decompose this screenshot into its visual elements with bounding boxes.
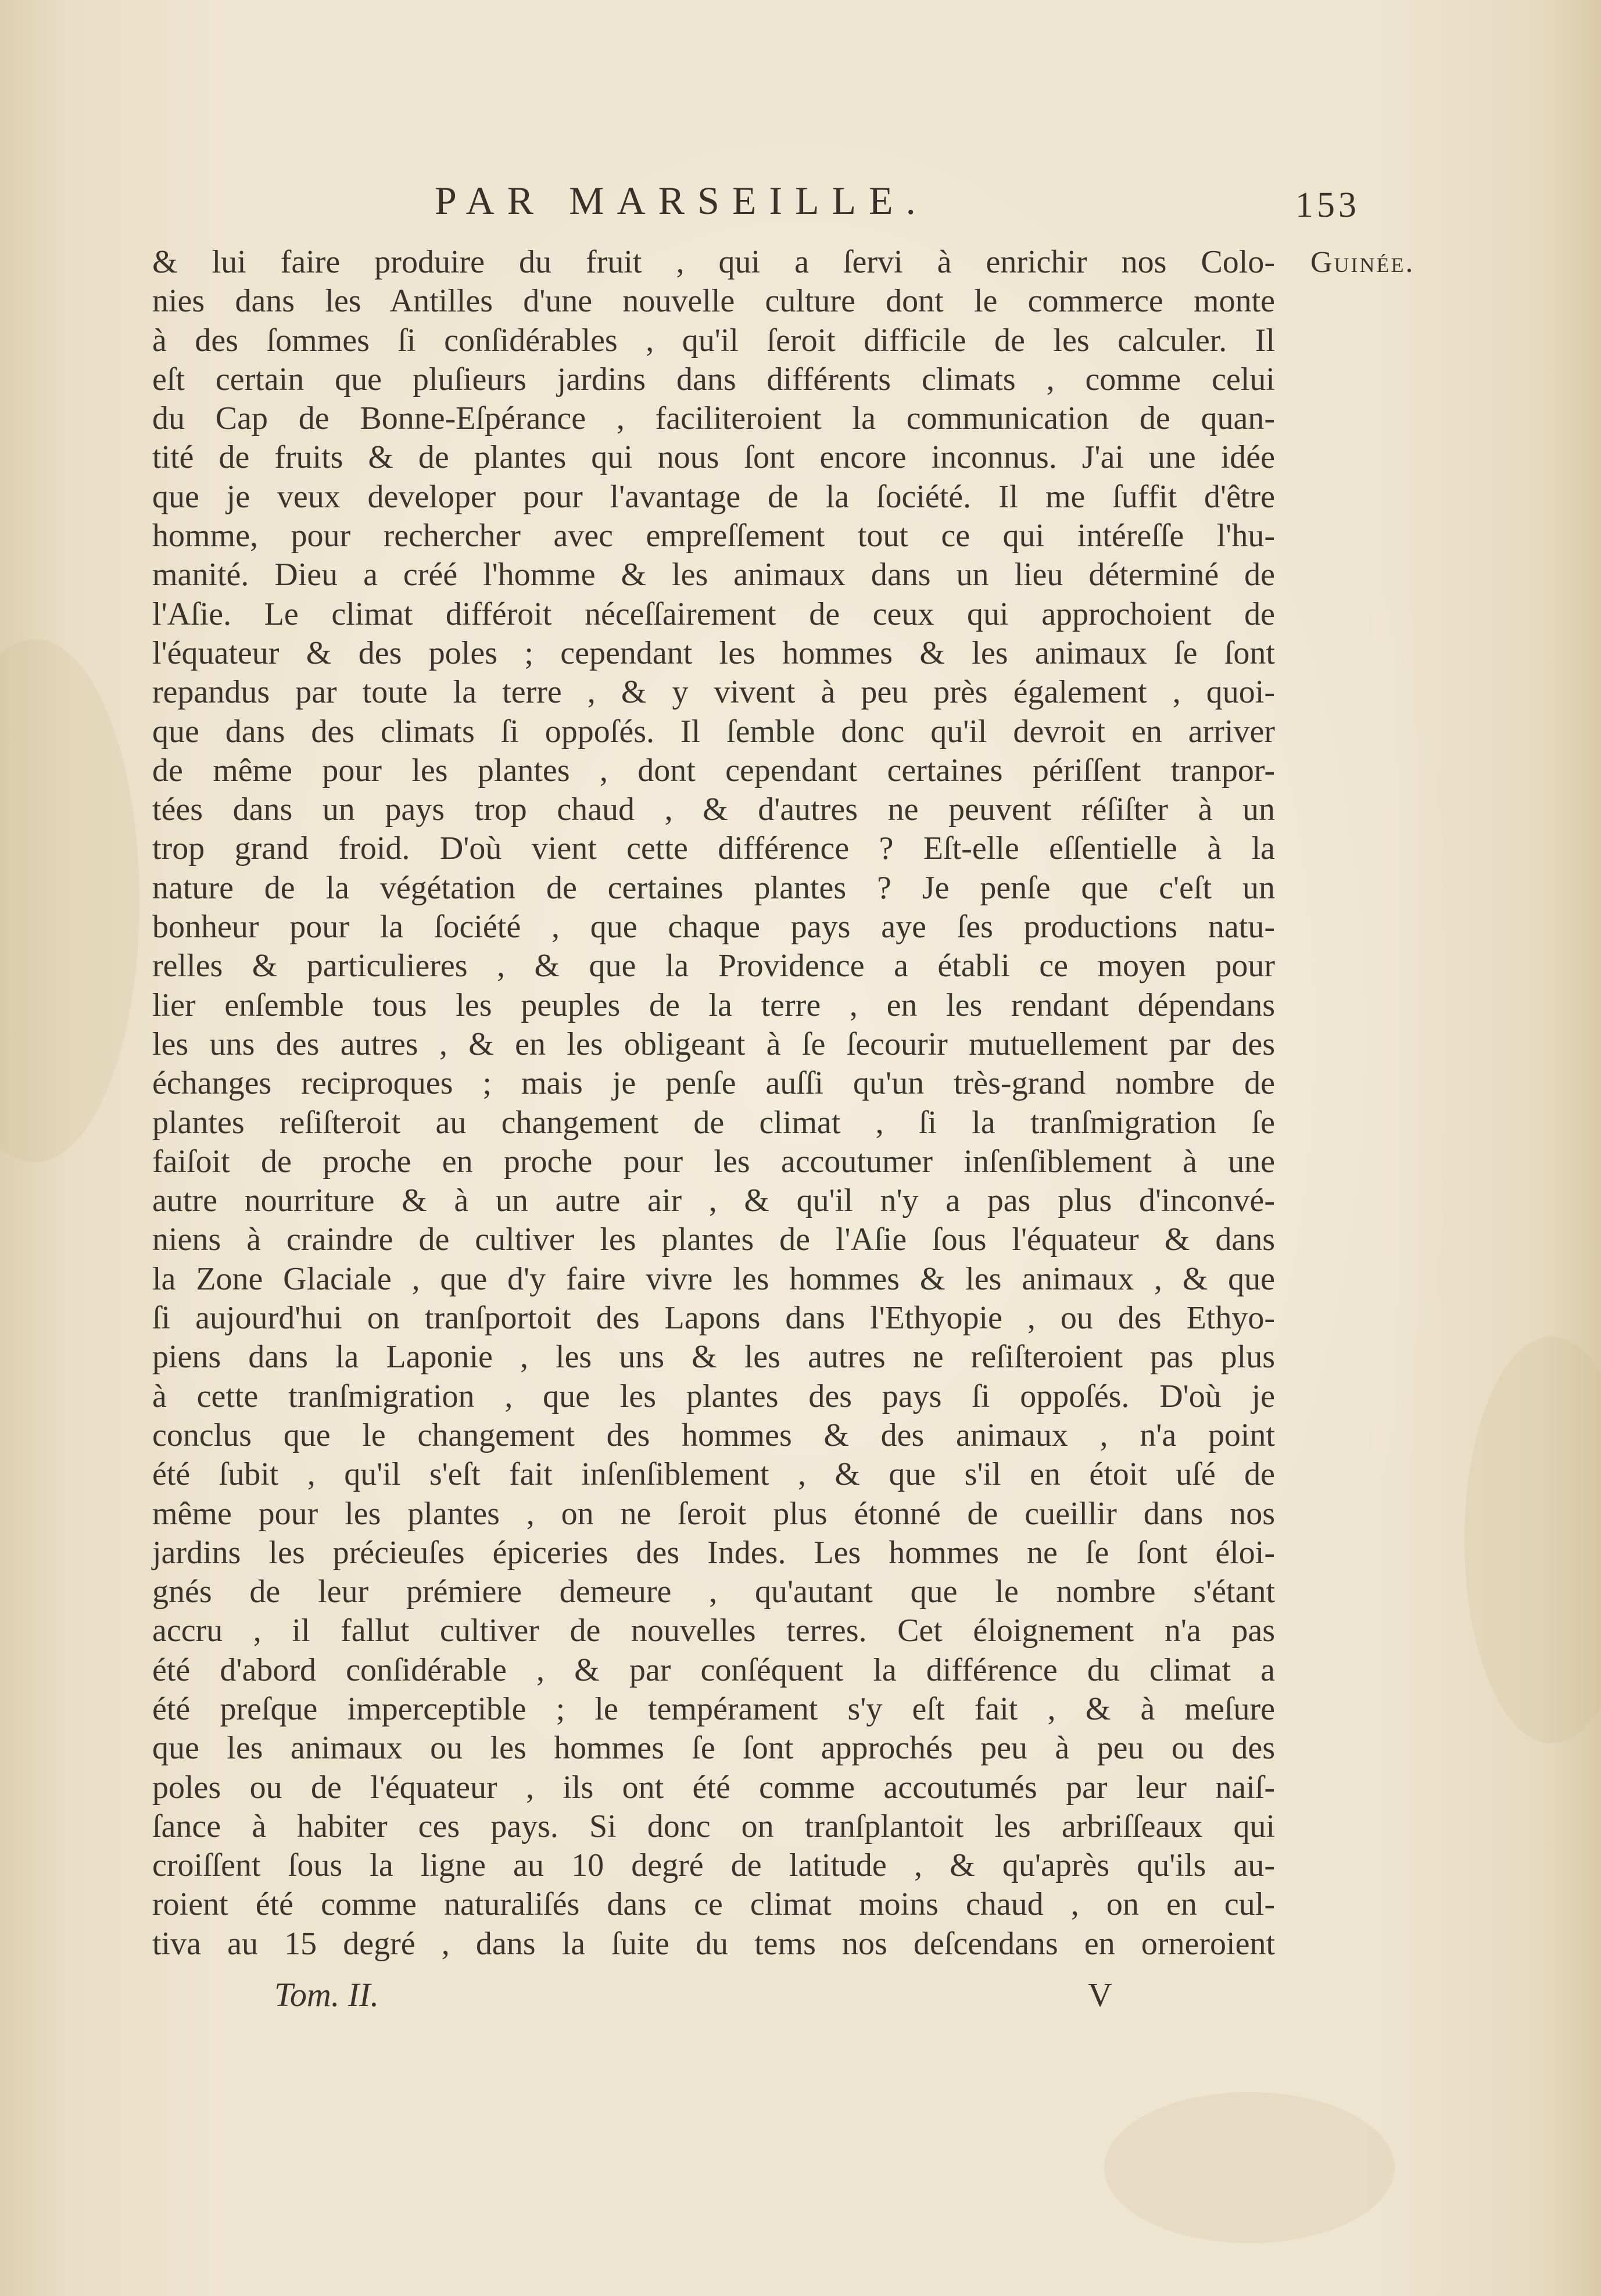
text-line: eſt certain que pluſieurs jardins dans différents climats , comme celui (152, 361, 1275, 397)
marginal-note: Guinée. (1310, 246, 1415, 279)
running-title: PAR MARSEILLE. (435, 178, 929, 223)
text-line: & lui faire produire du fruit , qui a ſervi à enrichir nos Colo- (152, 244, 1275, 280)
text-line: été ſubit , qu'il s'eſt fait inſenſiblement , & que s'il en étoit uſé de (152, 1456, 1275, 1493)
text-line: même pour les plantes , on ne ſeroit plus étonné de cueillir dans nos (152, 1495, 1275, 1532)
page-number: 153 (1295, 185, 1360, 225)
text-line: l'équateur & des poles ; cependant les hommes & les animaux ſe ſont (152, 635, 1275, 671)
text-line: la Zone Glaciale , que d'y faire vivre les hommes & les animaux , & que (152, 1260, 1275, 1297)
text-line: de même pour les plantes , dont cependant certaines périſſent tranpor- (152, 752, 1275, 789)
text-line: nies dans les Antilles d'une nouvelle culture dont le commerce monte (152, 283, 1275, 320)
text-line: lier enſemble tous les peuples de la terre , en les rendant dépendans (152, 987, 1275, 1023)
page-header (407, 174, 1360, 227)
text-line: à des ſommes ſi conſidérables , qu'il ſeroit difficile de les calculer. Il (152, 322, 1275, 359)
text-line: échanges reciproques ; mais je penſe auſſi qu'un très-grand nombre de (152, 1065, 1275, 1102)
text-line: tiva au 15 degré , dans la ſuite du tems nos deſcendans en orneroient (152, 1925, 1275, 1962)
text-line: faiſoit de proche en proche pour les accoutumer inſenſiblement à une (152, 1143, 1275, 1180)
text-line: accru , il fallut cultiver de nouvelles terres. Cet éloignement n'a pas (152, 1613, 1275, 1649)
text-line: roient été comme naturaliſés dans ce climat moins chaud , on en cul- (152, 1886, 1275, 1923)
paper-stain (0, 639, 139, 1162)
text-line: tité de fruits & de plantes qui nous ſont encore inconnus. J'ai une idée (152, 439, 1275, 476)
signature-mark: V (1088, 1976, 1112, 2014)
text-line: piens dans la Laponie , les uns & les autres ne reſiſteroient pas plus (152, 1339, 1275, 1376)
body-text (152, 243, 1275, 1964)
text-line: l'Aſie. Le climat différoit néceſſairement de ceux qui approchoient de (152, 596, 1275, 632)
text-line: que je veux developer pour l'avantage de la ſociété. Il me ſuffit d'être (152, 478, 1275, 515)
volume-label: Tom. II. (274, 1976, 379, 2014)
text-line: jardins les précieuſes épiceries des Indes. Les hommes ne ſe ſont éloi- (152, 1534, 1275, 1571)
text-line: du Cap de Bonne-Eſpérance , faciliteroient la communication de quan- (152, 400, 1275, 437)
text-line: ſi aujourd'hui on tranſportoit des Lapons dans l'Ethyopie , ou des Ethyo- (152, 1300, 1275, 1337)
text-line: gnés de leur prémiere demeure , qu'autant que le nombre s'étant (152, 1574, 1275, 1610)
text-line: ſance à habiter ces pays. Si donc on tranſplantoit les arbriſſeaux qui (152, 1808, 1275, 1844)
text-line: nature de la végétation de certaines plantes ? Je penſe que c'eſt un (152, 869, 1275, 906)
text-line: relles & particulieres , & que la Providence a établi ce moyen pour (152, 948, 1275, 984)
text-line: été d'abord conſidérable , & par conſéquent la différence du climat a (152, 1652, 1275, 1688)
text-line: été preſque imperceptible ; le tempérament s'y eſt fait , & à meſure (152, 1690, 1275, 1727)
paper-stain (1464, 1337, 1601, 1743)
text-line: repandus par toute la terre , & y vivent à peu près également , quoi- (152, 674, 1275, 711)
paper-stain (1104, 2092, 1395, 2243)
text-line: autre nourriture & à un autre air , & qu'il n'y a pas plus d'inconvé- (152, 1183, 1275, 1219)
text-line: niens à craindre de cultiver les plantes de l'Aſie ſous l'équateur & dans (152, 1222, 1275, 1258)
text-line: que les animaux ou les hommes ſe ſont approchés peu à peu ou des (152, 1730, 1275, 1767)
text-line: tées dans un pays trop chaud , & d'autres ne peuvent réſiſter à un (152, 791, 1275, 828)
text-line: croiſſent ſous la ligne au 10 degré de latitude , & qu'après qu'ils au- (152, 1847, 1275, 1884)
text-line: trop grand froid. D'où vient cette différence ? Eſt-elle eſſentielle à la (152, 830, 1275, 867)
text-line: à cette tranſmigration , que les plantes des pays ſi oppoſés. D'où je (152, 1378, 1275, 1414)
text-line: plantes reſiſteroit au changement de climat , ſi la tranſmigration ſe (152, 1104, 1275, 1141)
page-footer (152, 1975, 1275, 2015)
text-line: manité. Dieu a créé l'homme & les animaux dans un lieu déterminé de (152, 557, 1275, 593)
text-line: que dans des climats ſi oppoſés. Il ſemble donc qu'il devroit en arriver (152, 713, 1275, 750)
text-line: les uns des autres , & en les obligeant à ſe ſecourir mutuellement par des (152, 1026, 1275, 1062)
text-line: conclus que le changement des hommes & des animaux , n'a point (152, 1417, 1275, 1453)
text-line: poles ou de l'équateur , ils ont été comme accoutumés par leur naiſ- (152, 1769, 1275, 1806)
text-line: homme, pour rechercher avec empreſſement tout ce qui intéreſſe l'hu- (152, 518, 1275, 554)
text-line: bonheur pour la ſociété , que chaque pays aye ſes productions natu- (152, 909, 1275, 945)
